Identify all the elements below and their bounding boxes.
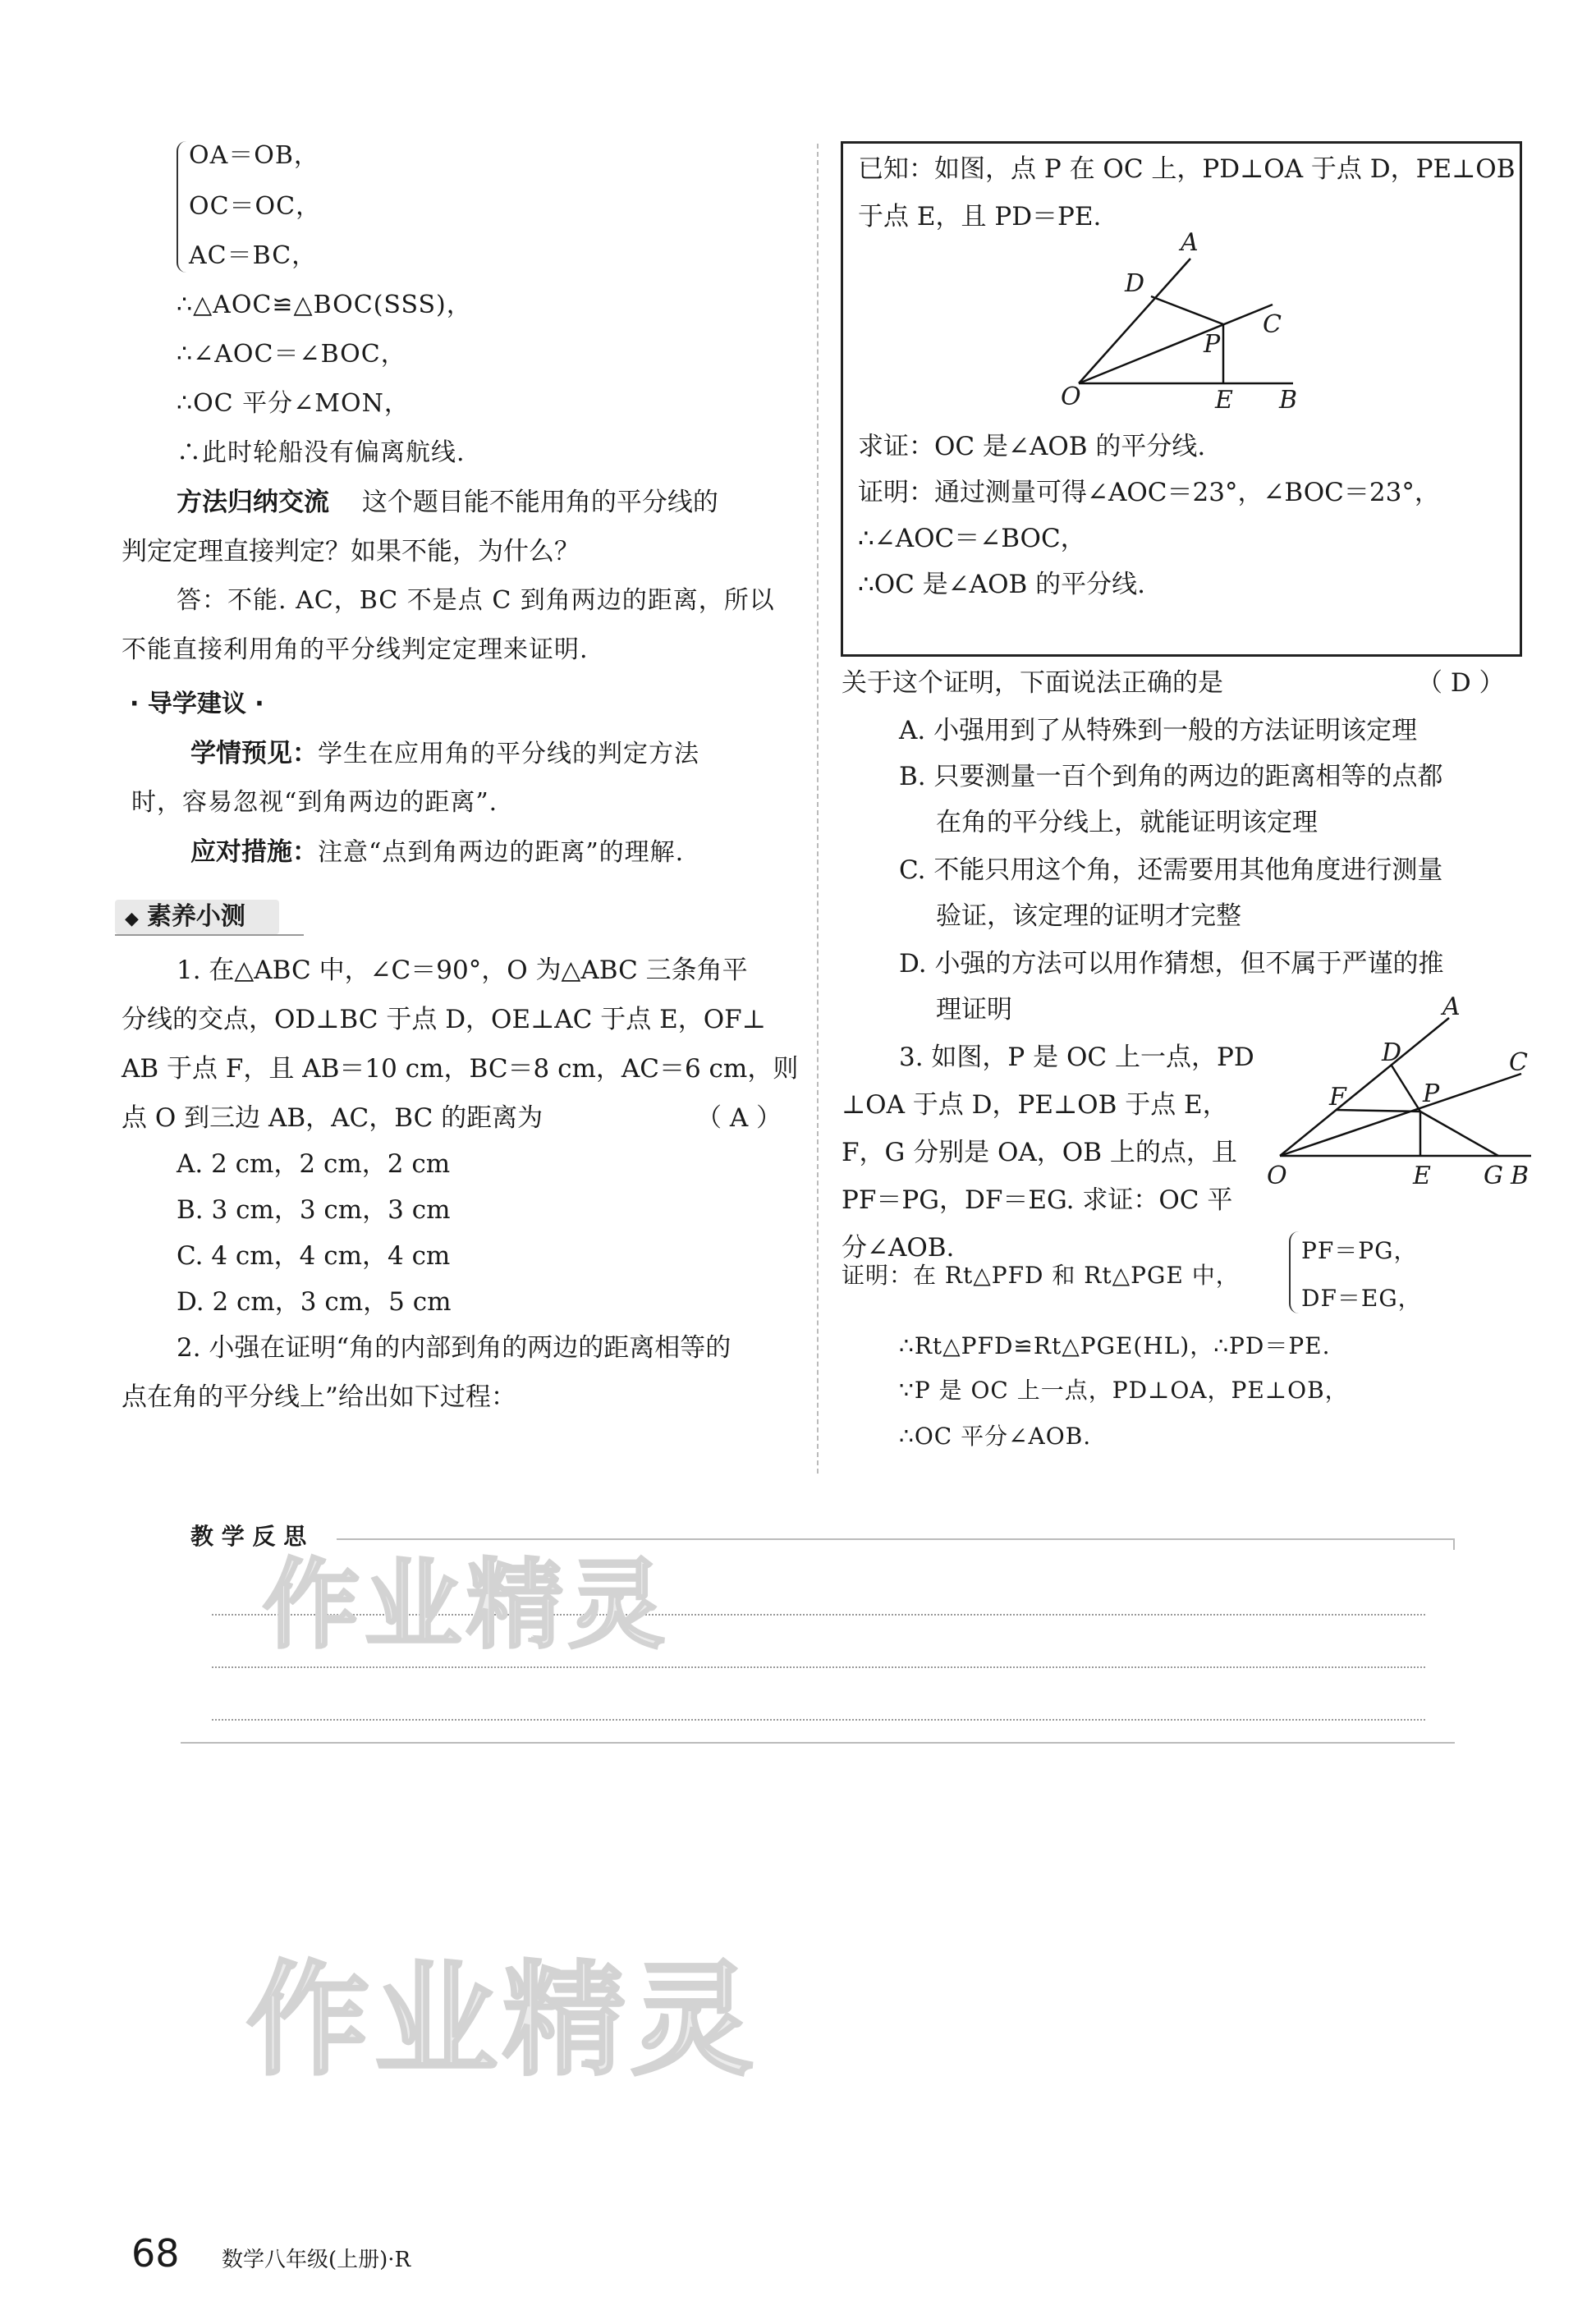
q1-line: 分线的交点，OD⊥BC 于点 D，OE⊥AC 于点 E，OF⊥ bbox=[122, 1005, 766, 1034]
q3-line: F，G 分别是 OA，OB 上的点，且 bbox=[842, 1138, 1237, 1167]
reflection-writing-line bbox=[212, 1719, 1425, 1721]
conclusion-line: ∴∠AOC＝∠BOC， bbox=[177, 340, 406, 369]
q2-option: 在角的平分线上，就能证明该定理 bbox=[936, 808, 1318, 837]
q3-line: 分∠AOB. bbox=[842, 1233, 955, 1263]
label-b: B bbox=[1511, 1162, 1530, 1190]
segment-pg bbox=[1420, 1112, 1498, 1156]
label-c: C bbox=[1263, 310, 1282, 339]
q1-option: B. 3 cm，3 cm，3 cm bbox=[177, 1195, 451, 1225]
method-answer-2: 不能直接利用角的平分线判定定理来证明. bbox=[122, 635, 589, 664]
q3-proof-system: DF＝EG， bbox=[1301, 1285, 1422, 1312]
q1-option: C. 4 cm，4 cm，4 cm bbox=[177, 1241, 451, 1271]
box-prove: 求证：OC 是∠AOB 的平分线. bbox=[858, 432, 1206, 461]
q1-option: A. 2 cm，2 cm，2 cm bbox=[177, 1149, 451, 1179]
q1-line: 点 O 到三边 AB，AC，BC 的距离为 bbox=[122, 1103, 543, 1133]
measure-title: 应对措施： bbox=[190, 837, 318, 867]
preview-title: 学情预见： bbox=[190, 739, 318, 768]
column-divider bbox=[817, 144, 819, 1474]
watermark-top: 作业精灵 bbox=[263, 1548, 671, 1662]
segment-pd bbox=[1151, 296, 1223, 324]
system-line: OA＝OB， bbox=[189, 141, 319, 170]
conclusion-line: ∴OC 平分∠MON， bbox=[177, 389, 410, 418]
q3-line: PF＝PG，DF＝EG. 求证：OC 平 bbox=[842, 1185, 1233, 1215]
measure-line bbox=[190, 836, 684, 869]
label-c: C bbox=[1509, 1048, 1528, 1077]
ray-oc bbox=[1079, 305, 1273, 383]
segment-pd bbox=[1392, 1066, 1420, 1112]
q2-option: 验证，该定理的证明才完整 bbox=[936, 901, 1241, 931]
measure-text: 注意“点到角两边的距离”的理解. bbox=[318, 838, 685, 867]
conclusion-line: ∴△AOC≌△BOC(SSS)， bbox=[177, 291, 472, 319]
watermark-bottom: 作业精灵 bbox=[246, 1950, 759, 2092]
box-given-2: 于点 E，且 PD＝PE. bbox=[858, 202, 1102, 231]
q3-line: 3. 如图，P 是 OC 上一点，PD bbox=[899, 1043, 1254, 1072]
footer-text: 数学八年级(上册)·R bbox=[222, 2248, 411, 2272]
label-p: P bbox=[1423, 1079, 1440, 1108]
section-title bbox=[125, 901, 245, 936]
method-question bbox=[177, 486, 718, 519]
q1-answer: （ A ） bbox=[696, 1103, 782, 1133]
q1-line: 1. 在△ABC 中，∠C＝90°，O 为△ABC 三条角平 bbox=[177, 956, 748, 985]
label-b: B bbox=[1279, 386, 1298, 415]
label-d: D bbox=[1382, 1038, 1402, 1067]
reflection-writing-line bbox=[212, 1666, 1425, 1668]
q2-answer: （ D ） bbox=[1417, 668, 1505, 698]
page-number: 68 bbox=[131, 2231, 180, 2276]
q3-proof-line: ∴Rt△PFD≌Rt△PGE(HL)，∴PD＝PE. bbox=[899, 1332, 1331, 1359]
reflection-border-right bbox=[1453, 1538, 1455, 1550]
q3-proof-line: ∴OC 平分∠AOB. bbox=[899, 1423, 1092, 1450]
reflection-title: 教 学 反 思 bbox=[190, 1523, 307, 1550]
ray-oc bbox=[1280, 1074, 1521, 1156]
box-proof-2: ∴∠AOC＝∠BOC， bbox=[858, 524, 1086, 553]
box-figure bbox=[1059, 226, 1322, 415]
preview-text-1: 学生在应用角的平分线的判定方法 bbox=[318, 740, 699, 768]
label-g: G bbox=[1484, 1162, 1503, 1190]
guide-title: · 导学建议 · bbox=[130, 690, 264, 718]
label-f: F bbox=[1329, 1083, 1346, 1112]
conclusion-line: ∴此时轮船没有偏离航线. bbox=[177, 438, 466, 467]
section-title-text: 素养小测 bbox=[146, 902, 245, 931]
segment-pf bbox=[1336, 1110, 1420, 1112]
q3-proof-system: PF＝PG， bbox=[1301, 1237, 1418, 1264]
label-o: O bbox=[1061, 383, 1081, 411]
preview-text-2: 时，容易忽视“到角两边的距离”. bbox=[131, 788, 498, 817]
box-proof-3: ∴OC 是∠AOB 的平分线. bbox=[858, 570, 1145, 599]
q2-line: 2. 小强在证明“角的内部到角的两边的距离相等的 bbox=[177, 1333, 732, 1363]
q2-option: C. 不能只用这个角，还需要用其他角度进行测量 bbox=[899, 855, 1443, 885]
q3-proof-line: ∵P 是 OC 上一点，PD⊥OA，PE⊥OB， bbox=[899, 1377, 1349, 1404]
q2-line: 点在角的平分线上”给出如下过程： bbox=[122, 1382, 516, 1412]
q2-option: 理证明 bbox=[936, 995, 1012, 1024]
q1-line: AB 于点 F，且 AB＝10 cm，BC＝8 cm，AC＝6 cm，则 bbox=[122, 1054, 799, 1084]
method-question-2: 判定定理直接判定？如果不能，为什么？ bbox=[122, 537, 580, 566]
diamond-icon: ◆ bbox=[125, 909, 139, 929]
q2-stem: 关于这个证明，下面说法正确的是 bbox=[842, 668, 1223, 698]
q3-line: ⊥OA 于点 D，PE⊥OB 于点 E， bbox=[842, 1090, 1228, 1120]
q2-option: B. 只要测量一百个到角的两边的距离相等的点都 bbox=[899, 762, 1443, 791]
q2-option: D. 小强的方法可以用作猜想，但不属于严谨的推 bbox=[899, 949, 1444, 979]
method-answer-1: 答：不能. AC，BC 不是点 C 到角两边的距离，所以 bbox=[177, 586, 775, 615]
label-p: P bbox=[1204, 330, 1221, 359]
label-a: A bbox=[1442, 995, 1461, 1021]
system-brace bbox=[177, 141, 186, 273]
preview-line-1 bbox=[190, 737, 699, 771]
label-a: A bbox=[1181, 228, 1199, 257]
label-e: E bbox=[1215, 386, 1233, 415]
q3-proof-intro: 证明：在 Rt△PFD 和 Rt△PGE 中， bbox=[842, 1262, 1240, 1289]
label-o: O bbox=[1267, 1162, 1287, 1190]
label-e: E bbox=[1413, 1162, 1431, 1190]
q3-figure bbox=[1260, 995, 1543, 1200]
method-title: 方法归纳交流 bbox=[177, 488, 329, 517]
label-d: D bbox=[1125, 269, 1145, 298]
system-line: OC＝OC， bbox=[189, 192, 322, 221]
method-question-1: 这个题目能不能用角的平分线的 bbox=[361, 488, 718, 517]
system-line: AC＝BC， bbox=[189, 241, 318, 270]
q2-option: A. 小强用到了从特殊到一般的方法证明该定理 bbox=[899, 716, 1418, 745]
box-proof-1: 证明：通过测量可得∠AOC＝23°，∠BOC＝23°， bbox=[858, 478, 1440, 507]
reflection-border-bottom bbox=[181, 1742, 1455, 1744]
q1-option: D. 2 cm，3 cm，5 cm bbox=[177, 1287, 452, 1317]
box-given-1: 已知：如图，点 P 在 OC 上，PD⊥OA 于点 D，PE⊥OB bbox=[858, 154, 1516, 184]
proof-system-brace bbox=[1289, 1231, 1299, 1313]
